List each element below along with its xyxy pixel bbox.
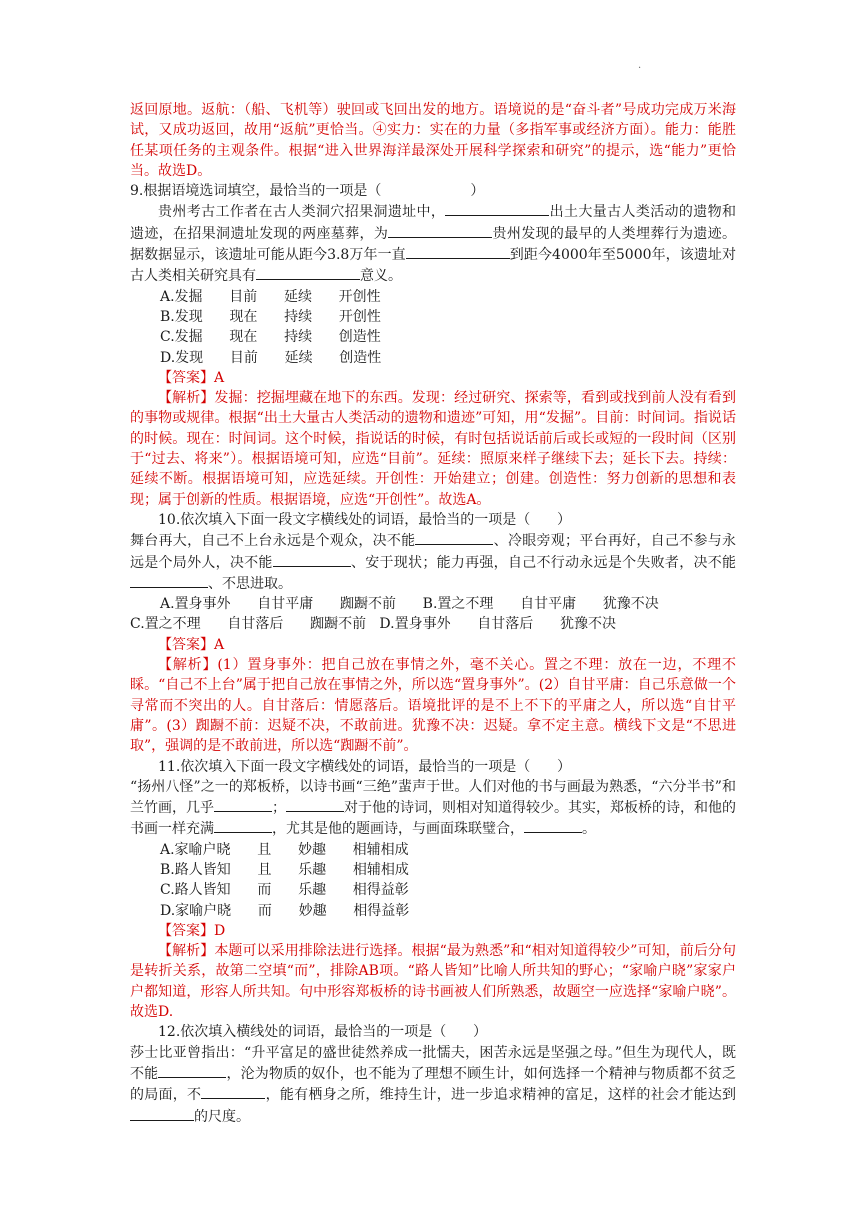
q10-answer: 【答案】A bbox=[158, 636, 225, 653]
page-marker: . bbox=[638, 60, 642, 71]
blank-line bbox=[130, 1106, 194, 1121]
q11-analysis: 【解析】本题可以采用排除法进行选择。根据“最为熟悉”和“相对知道得较少”可知，前后分句是转折关系，故第二空填“而”，排除AB项。“路人皆知”比喻人所共知的野心；“家喻户晓”家家户户都知道，形容人所共知。句中形容郑板桥的诗书画被人们所熟悉，故题空一应选择“家喻户晓”。故选D. bbox=[130, 943, 736, 1021]
prev-analysis-tail: 返回原地。返航：（船、飞机等）驶回或飞回出发的地方。语境说的是“奋斗者”号成功完成万米海试，又成功返回，故用“返航”更恰当。④实力：实在的力量（多指军事或经济方面）。能力：能胜任某项任务的主观条件。根据“进入世界海洋最深处开展科学探索和研究”的提示，选“能力”更恰当。故选D。 bbox=[130, 102, 736, 179]
q11-option-c: C.路人皆知 而 乐趣 相得益彰 bbox=[160, 882, 409, 899]
blank-line bbox=[388, 223, 492, 238]
q9-answer: 【答案】A bbox=[158, 369, 225, 386]
q11-option-b: B.路人皆知 且 乐趣 相辅相成 bbox=[160, 861, 409, 878]
blank-line bbox=[273, 552, 351, 567]
q12-passage-part: ，沦为物质的奴仆，也不能为了理想不顾生计，如何选择一个精神与物质都不贫乏的局面，不 bbox=[130, 1065, 737, 1104]
blank-line bbox=[214, 818, 272, 833]
q10-passage-part: 舞台再大，自己不上台永远是个观众，决不能 bbox=[130, 533, 416, 550]
blank-line bbox=[406, 244, 510, 259]
q9-option-b: B.发现 现在 持续 开创性 bbox=[160, 308, 381, 325]
q11-option-d: D.家喻户晓 而 妙趣 相得益彰 bbox=[160, 902, 410, 919]
q11-passage-part: ，尤其是他的题画诗，与画面珠联璧合， bbox=[272, 821, 524, 838]
q9-analysis: 【解析】发掘：挖掘埋藏在地下的东西。发现：经过研究、探索等，看到或找到前人没有看到的事物或规律。根据“出土大量古人类活动的遗物和遗迹”可知，用“发掘”。目前：时间词。指说话的时候。现在：时间词。这个时候，指说话的时候，有时包括说话前后或长或短的一段时间（区别于“过去、将来”）。根据语境可知，应选“目前”。延续：照原来样子继续下去；延长下去。持续：延续不断。根据语境可知，应选延续。开创性：开始建立；创建。创造性：努力创新的思想和表现；属于创新的性质。根据语境，应选“开创性”。故选A。 bbox=[130, 390, 736, 508]
q11-passage-part: 。 bbox=[582, 821, 596, 838]
q11-answer: 【答案】D bbox=[158, 922, 226, 939]
q10-options-row-2: C.置之不理 自甘落后 踟蹰不前 D.置身事外 自甘落后 犹豫不决 bbox=[130, 616, 616, 633]
blank-line bbox=[524, 818, 582, 833]
q12-passage-part: ，能有栖身之所，维持生计，进一步追求精神的富足，这样的社会才能达到 bbox=[265, 1087, 737, 1104]
q10-stem: 10.依次填入下面一段文字横线处的词语，最恰当的一项是（ ） bbox=[158, 511, 571, 528]
blank-line bbox=[415, 530, 493, 545]
q10-passage bbox=[130, 530, 736, 594]
q12-passage bbox=[130, 1043, 736, 1127]
blank-line bbox=[201, 1084, 265, 1099]
q11-passage-part: 对于他的诗词，则相对知道得较少。其实，郑板桥的诗，和他的书画一样充满 bbox=[130, 800, 736, 838]
blank-line bbox=[130, 573, 208, 588]
q12-passage-part: 的尺度。 bbox=[194, 1108, 250, 1125]
blank-line bbox=[256, 265, 360, 280]
q10-options-row-1: A.置身事外 自甘平庸 踟蹰不前 B.置之不理 自甘平庸 犹豫不决 bbox=[160, 596, 659, 613]
q11-passage-part: ； bbox=[272, 800, 286, 817]
document-body bbox=[130, 100, 736, 1127]
q9-passage-part: 出土大量古人类活动的遗物和遗迹，在招果洞遗址发现的两座墓葬，为 bbox=[130, 204, 737, 242]
blank-line bbox=[286, 797, 344, 812]
q10-passage-part: 、安于现状；能力再强，自己不行动永远是个失败者，决不能 bbox=[350, 554, 736, 571]
blank-line bbox=[214, 797, 272, 812]
q9-option-a: A.发掘 目前 延续 开创性 bbox=[160, 288, 381, 305]
q11-passage bbox=[130, 777, 736, 840]
q10-passage-part: 、冷眼旁观；平台再好，自己不参与永远是个局外人，决不能 bbox=[130, 533, 736, 571]
q9-passage-part: 贵州发现的最早的人类埋葬行为遗迹。据数据显示，该遗址可能从距今3.8万年一直 bbox=[130, 225, 736, 264]
q9-option-d: D.发现 目前 延续 创造性 bbox=[160, 349, 382, 366]
q10-passage-part: 、不思进取。 bbox=[208, 575, 292, 592]
q10-analysis: 【解析】(1）置身事外：把自己放在事情之外，毫不关心。置之不理：放在一边，不理不睬。“自己不上台”属于把自己放在事情之外，所以选“置身事外”。(2）自甘平庸：自己乐意做一个寻常而不突出的人。自甘落后：情愿落后。语境批评的是不上不下的平庸之人，所以选“自甘平庸”。(3）踟蹰不前：迟疑不决，不敢前进。犹豫不决：迟疑。拿不定主意。横线下文是“不思进取”，强调的是不敢前进，所以选“踟蹰不前”。 bbox=[130, 657, 736, 755]
q9-passage-part: 到距今4000年至5000年，该遗址对古人类相关研究具有 bbox=[130, 247, 736, 285]
q9-option-c: C.发掘 现在 持续 创造性 bbox=[160, 329, 381, 346]
q12-passage-part: 莎士比亚曾指出：“升平富足的盛世徒然养成一批懦夫，困苦永远是坚强之母。”但生为现代人，既不能 bbox=[130, 1044, 736, 1082]
q12-stem: 12.依次填入横线处的词语，最恰当的一项是（ ） bbox=[158, 1024, 487, 1041]
q9-passage-part: 贵州考古工作者在古人类洞穴招果洞遗址中， bbox=[158, 204, 446, 221]
q9-passage bbox=[130, 201, 736, 286]
q11-passage-part: “扬州八怪”之一的郑板桥，以诗书画“三绝”蜚声于世。人们对他的书与画最为熟悉，“六分半书”和兰竹画，几乎 bbox=[130, 778, 736, 817]
q9-stem: 9.根据语境选词填空，最恰当的一项是（ ） bbox=[130, 183, 485, 200]
blank-line bbox=[158, 1063, 226, 1078]
q11-option-a: A.家喻户晓 且 妙趣 相辅相成 bbox=[160, 841, 409, 858]
q11-stem: 11.依次填入下面一段文字横线处的词语，最恰当的一项是（ ） bbox=[158, 758, 571, 775]
q9-passage-part: 意义。 bbox=[360, 268, 402, 285]
blank-line bbox=[445, 201, 549, 216]
